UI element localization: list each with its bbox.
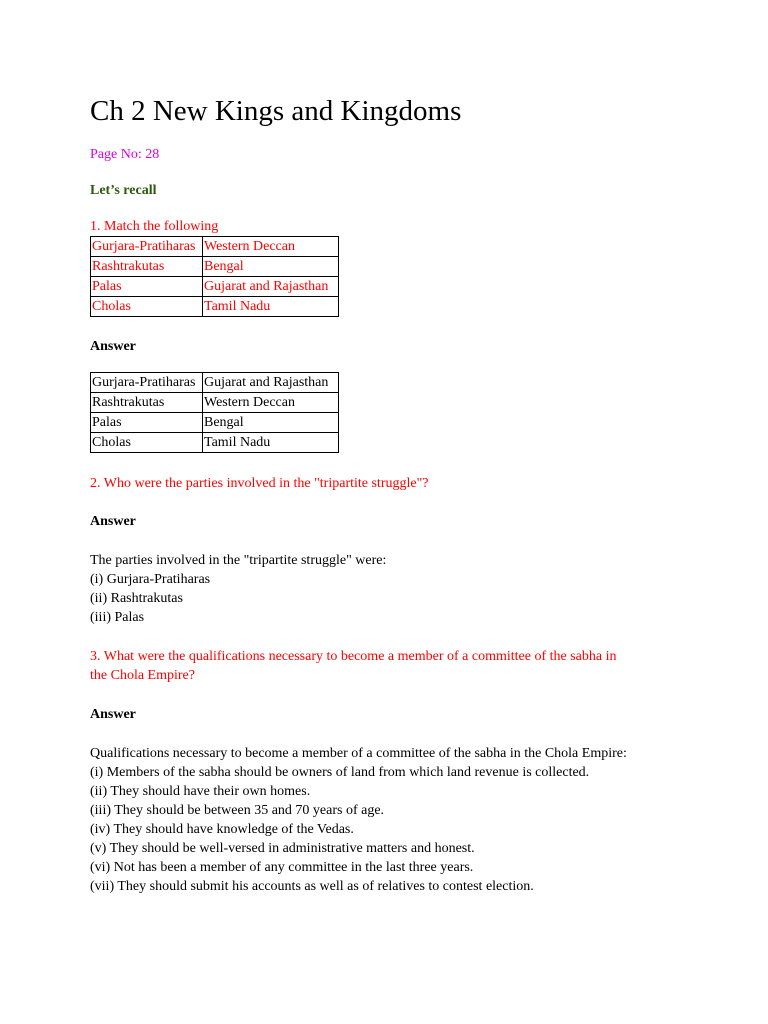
answer-line: (v) They should be well-versed in administrative matters and honest. <box>90 841 475 856</box>
table-cell: Palas <box>91 413 203 433</box>
table-row <box>91 433 339 453</box>
answer-line: (i) Members of the sabha should be owners of land from which land revenue is collected. <box>90 765 590 780</box>
answer-2-text <box>90 551 386 627</box>
table-cell: Palas <box>91 277 203 297</box>
answer-line: (vii) They should submit his accounts as well as of relatives to contest election. <box>90 879 534 894</box>
table-cell: Tamil Nadu <box>203 297 339 317</box>
table-cell: Rashtrakutas <box>91 257 203 277</box>
table-cell: Gujarat and Rajasthan <box>203 277 339 297</box>
answer-label-2: Answer <box>90 514 136 529</box>
table-cell: Tamil Nadu <box>203 433 339 453</box>
table-row <box>91 277 339 297</box>
table-cell: Gurjara-Pratiharas <box>91 373 203 393</box>
answer-line: The parties involved in the "tripartite struggle" were: <box>90 553 387 568</box>
table-row <box>91 257 339 277</box>
table-cell: Western Deccan <box>203 237 339 257</box>
table-row <box>91 237 339 257</box>
table-row <box>91 393 339 413</box>
table-cell: Bengal <box>203 257 339 277</box>
table-row <box>91 373 339 393</box>
answer-line: Qualifications necessary to become a member of a committee of the sabha in the Chola Empire: <box>90 746 627 761</box>
answer-label-1: Answer <box>90 339 136 354</box>
question-2: 2. Who were the parties involved in the "tripartite struggle"? <box>90 476 429 491</box>
table-cell: Gurjara-Pratiharas <box>91 237 203 257</box>
answer-line: (ii) They should have their own homes. <box>90 784 311 799</box>
answer-3-text <box>90 744 627 896</box>
question-line: 3. What were the qualifications necessary to become a member of a committee of the sabha in <box>90 649 617 664</box>
answer-line: (vi) Not has been a member of any committee in the last three years. <box>90 860 474 875</box>
table-cell: Cholas <box>91 433 203 453</box>
question-3 <box>90 647 616 685</box>
answer-line: (iii) They should be between 35 and 70 years of age. <box>90 803 385 818</box>
table-row <box>91 413 339 433</box>
answer-line: (ii) Rashtrakutas <box>90 591 183 606</box>
section-heading: Let’s recall <box>90 183 157 198</box>
table-row <box>91 297 339 317</box>
page-number: Page No: 28 <box>90 147 160 162</box>
page-title: Ch 2 New Kings and Kingdoms <box>90 95 462 127</box>
answer-label-3: Answer <box>90 707 136 722</box>
table-cell: Western Deccan <box>203 393 339 413</box>
answer-line: (i) Gurjara-Pratiharas <box>90 572 211 587</box>
match-table <box>90 236 339 317</box>
table-cell: Bengal <box>203 413 339 433</box>
answer-line: (iv) They should have knowledge of the Vedas. <box>90 822 354 837</box>
answer-line: (iii) Palas <box>90 610 145 625</box>
question-1: 1. Match the following <box>90 219 219 234</box>
answer-table <box>90 372 339 453</box>
table-cell: Cholas <box>91 297 203 317</box>
table-cell: Gujarat and Rajasthan <box>203 373 339 393</box>
question-line: the Chola Empire? <box>90 668 195 683</box>
table-cell: Rashtrakutas <box>91 393 203 413</box>
